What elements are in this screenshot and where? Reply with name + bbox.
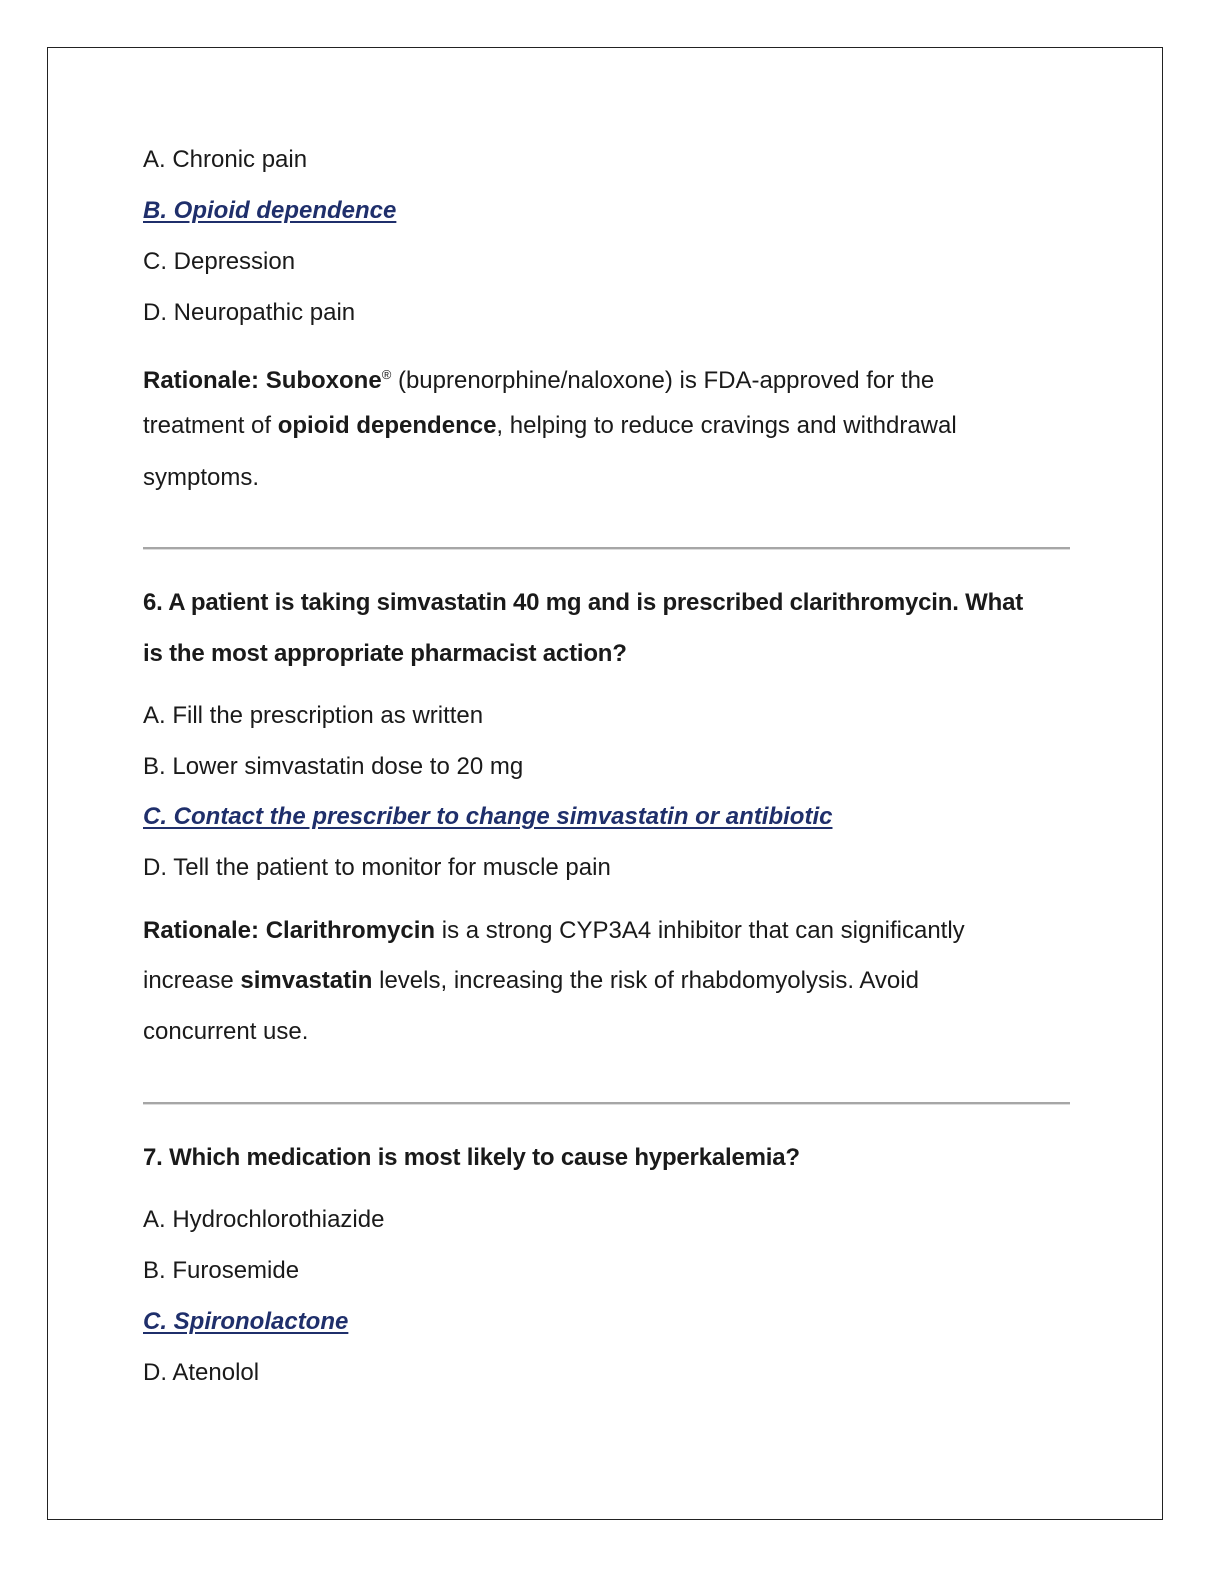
q7-option-b: B. Furosemide xyxy=(143,1257,300,1284)
q6-rationale-line2 xyxy=(143,966,919,996)
q5-rationale-line3: symptoms. xyxy=(143,464,260,491)
q6-option-b: B. Lower simvastatin dose to 20 mg xyxy=(143,753,524,780)
q6-rationale-line3: concurrent use. xyxy=(143,1018,309,1045)
rationale-text: levels, increasing the risk of rhabdomyolysis. Avoid xyxy=(372,967,919,994)
rationale-text: is a strong CYP3A4 inhibitor that can significantly xyxy=(435,917,965,944)
registered-mark: ® xyxy=(381,367,392,382)
q6-question-line1: 6. A patient is taking simvastatin 40 mg and is prescribed clarithromycin. What xyxy=(143,589,1024,616)
rationale-keyword: simvastatin xyxy=(240,967,373,994)
q7-option-a: A. Hydrochlorothiazide xyxy=(143,1206,385,1233)
rationale-text: increase xyxy=(143,967,241,994)
q5-option-d: D. Neuropathic pain xyxy=(143,299,356,326)
rationale-drug: Clarithromycin xyxy=(265,917,436,944)
q6-rationale-line1 xyxy=(143,916,965,946)
rationale-text: , helping to reduce cravings and withdrawal xyxy=(496,412,957,439)
rationale-text: treatment of xyxy=(143,412,278,439)
q6-option-c-correct: C. Contact the prescriber to change simvastatin or antibiotic xyxy=(143,803,833,830)
rationale-keyword: opioid dependence xyxy=(277,412,497,439)
q6-option-a: A. Fill the prescription as written xyxy=(143,702,484,729)
q6-option-d: D. Tell the patient to monitor for muscle pain xyxy=(143,854,611,881)
rationale-text: (buprenorphine/naloxone) is FDA-approved for the xyxy=(391,367,935,394)
q7-question: 7. Which medication is most likely to cause hyperkalemia? xyxy=(143,1144,800,1171)
q5-option-c: C. Depression xyxy=(143,248,296,275)
section-divider xyxy=(143,1102,1070,1104)
q7-option-c-correct: C. Spironolactone xyxy=(143,1308,349,1335)
rationale-label: Rationale: xyxy=(143,367,260,394)
q7-option-d: D. Atenolol xyxy=(143,1359,260,1386)
rationale-label: Rationale: xyxy=(143,917,260,944)
q5-option-a: A. Chronic pain xyxy=(143,146,308,173)
q5-rationale-line2 xyxy=(143,411,957,441)
q5-rationale-line1 xyxy=(143,360,934,396)
section-divider xyxy=(143,547,1070,549)
rationale-drug: Suboxone xyxy=(265,367,382,394)
q5-option-b-correct: B. Opioid dependence xyxy=(143,197,397,224)
q6-question-line2: is the most appropriate pharmacist action? xyxy=(143,640,627,667)
